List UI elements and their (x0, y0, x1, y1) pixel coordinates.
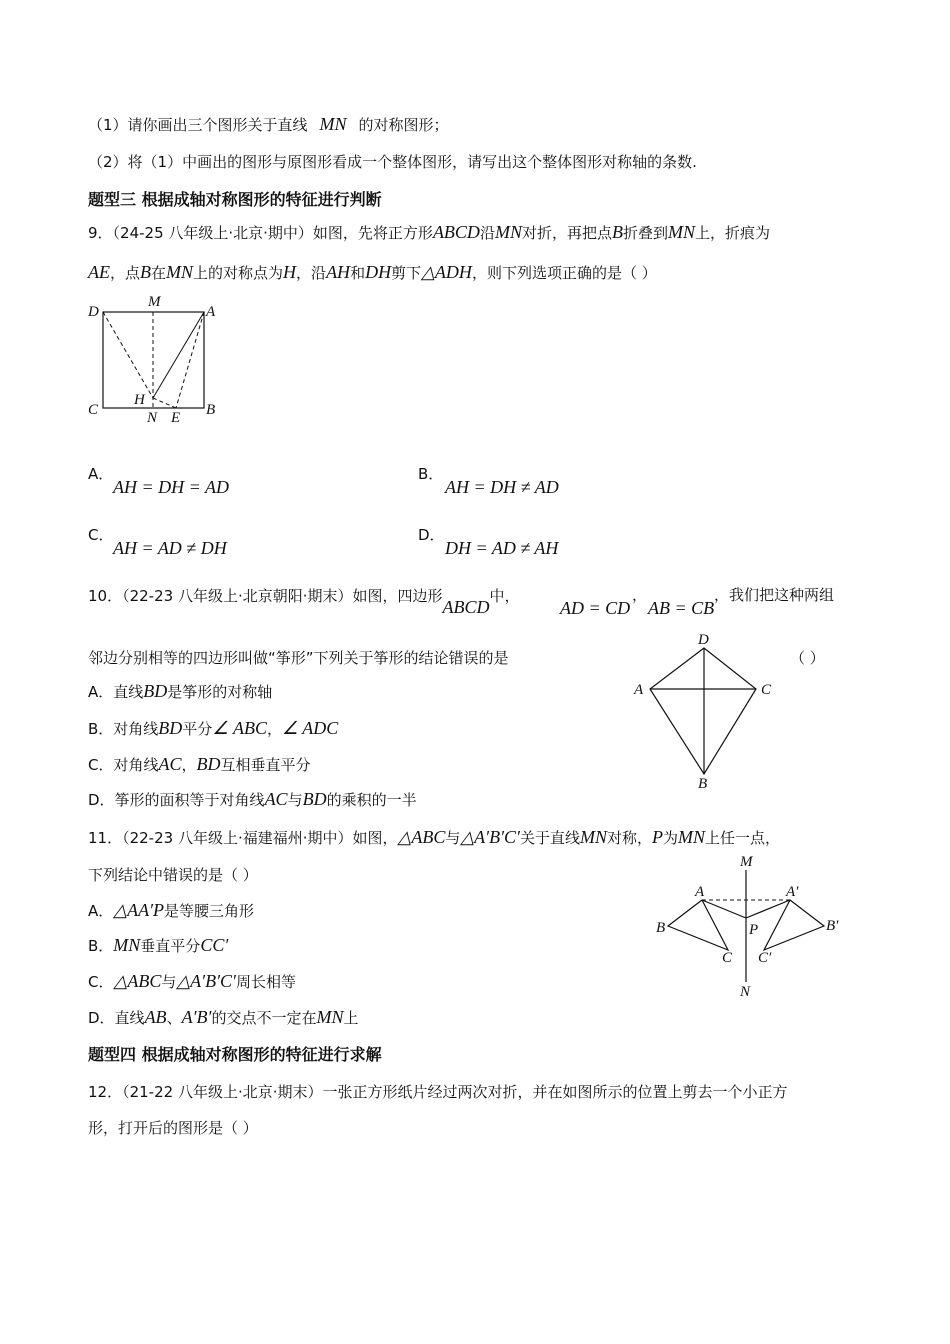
label-a: A (206, 304, 216, 320)
fig11-label-p: P (749, 922, 759, 938)
q10-line2: 邻边分别相等的四边形叫做“筝形”下列关于筝形的结论错误的是 (88, 649, 509, 667)
q9-figure (80, 292, 230, 432)
label-e: E (171, 410, 181, 426)
q10-ab-cb: AB = CB (648, 598, 715, 618)
q9-line1: 9．（24-25 八年级上·北京·期中）如图，先将正方形ABCD沿MN对折，再把点B折叠到MN上，折痕为 (88, 222, 770, 242)
q9-line2: AE，点B在MN上的对称点为H，沿AH和DH剪下△ADH，则下列选项正确的是（ ） (88, 262, 657, 282)
item-1: （1）请你画出三个图形关于直线 MN 的对称图形； (88, 114, 449, 134)
fig11-label-n: N (740, 984, 751, 1000)
q10-intro: 10．（22-23 八年级上·北京朝阳·期末）如图，四边形ABCD中， (88, 587, 520, 617)
q11-option-c[interactable]: C．△ABC与△A′B′C′周长相等 (88, 971, 297, 991)
q10-comma: ， (632, 586, 648, 604)
q10-option-b[interactable]: B．对角线BD平分∠ ABC，∠ ADC (88, 718, 339, 738)
q9-option-c-expr: AH = AD ≠ DH (113, 538, 227, 558)
section-heading-3: 题型三 根据成轴对称图形的特征进行判断 (88, 190, 382, 209)
label-d: D (88, 304, 99, 320)
q11-intro: 11．（22-23 八年级上·福建福州·期中）如图，△ABC与△A′B′C′关于直线MN对称，P为MN上任一点， (88, 827, 781, 847)
q9-option-a-expr: AH = DH = AD (113, 477, 229, 497)
q10-paren: （ ） (790, 649, 825, 667)
q10-option-a[interactable]: A．直线BD是筝形的对称轴 (88, 681, 273, 701)
q12-line2: 形，打开后的图形是（ ） (88, 1119, 258, 1137)
kite-label-b: B (698, 776, 708, 792)
q11-option-b[interactable]: B．MN垂直平分CC′ (88, 935, 229, 955)
q9-option-a[interactable]: A． (88, 465, 114, 483)
label-b: B (206, 402, 216, 418)
q12-line1: 12．（21-22 八年级上·北京·期末）一张正方形纸片经过两次对折，并在如图所示的位置上剪去一个小正方 (88, 1083, 788, 1101)
q10-option-d[interactable]: D．筝形的面积等于对角线AC与BD的乘积的一半 (88, 789, 417, 809)
q10-intro-tail: ，我们把这种两组 (714, 586, 835, 604)
q11-option-d[interactable]: D．直线AB、A′B′的交点不一定在MN上 (88, 1007, 359, 1027)
fig11-label-a: A (695, 884, 705, 900)
fig11-label-a-prime: A′ (786, 884, 799, 900)
q9-option-d[interactable]: D． (418, 526, 445, 544)
q9-option-b-expr: AH = DH ≠ AD (445, 477, 559, 497)
kite-label-d: D (698, 632, 709, 648)
q10-kite-figure (628, 634, 788, 794)
label-n: N (147, 410, 158, 426)
q9-option-b[interactable]: B． (418, 465, 444, 483)
q9-option-d-expr: DH = AD ≠ AH (445, 538, 559, 558)
label-h: H (134, 392, 145, 408)
fig11-label-b: B (656, 920, 666, 936)
item-2: （2）将（1）中画出的图形与原图形看成一个整体图形，请写出这个整体图形对称轴的条数. (88, 153, 697, 171)
label-m: M (148, 294, 161, 310)
kite-label-a: A (634, 682, 644, 698)
q9-option-c[interactable]: C． (88, 526, 114, 544)
fig11-label-b-prime: B′ (826, 918, 839, 934)
section-heading-4: 题型四 根据成轴对称图形的特征进行求解 (88, 1045, 382, 1064)
q10-option-c[interactable]: C．对角线AC，BD互相垂直平分 (88, 754, 311, 774)
kite-label-c: C (761, 682, 772, 698)
fig11-label-c-prime: C′ (758, 950, 772, 966)
label-c: C (88, 402, 99, 418)
fig11-label-c: C (722, 950, 733, 966)
q11-line2: 下列结论中错误的是（ ） (88, 866, 258, 884)
fig11-label-m: M (740, 854, 753, 870)
q11-figure (650, 852, 850, 1002)
q11-option-a[interactable]: A．△AA′P是等腰三角形 (88, 900, 255, 920)
q10-ad-cd: AD = CD (560, 598, 631, 618)
